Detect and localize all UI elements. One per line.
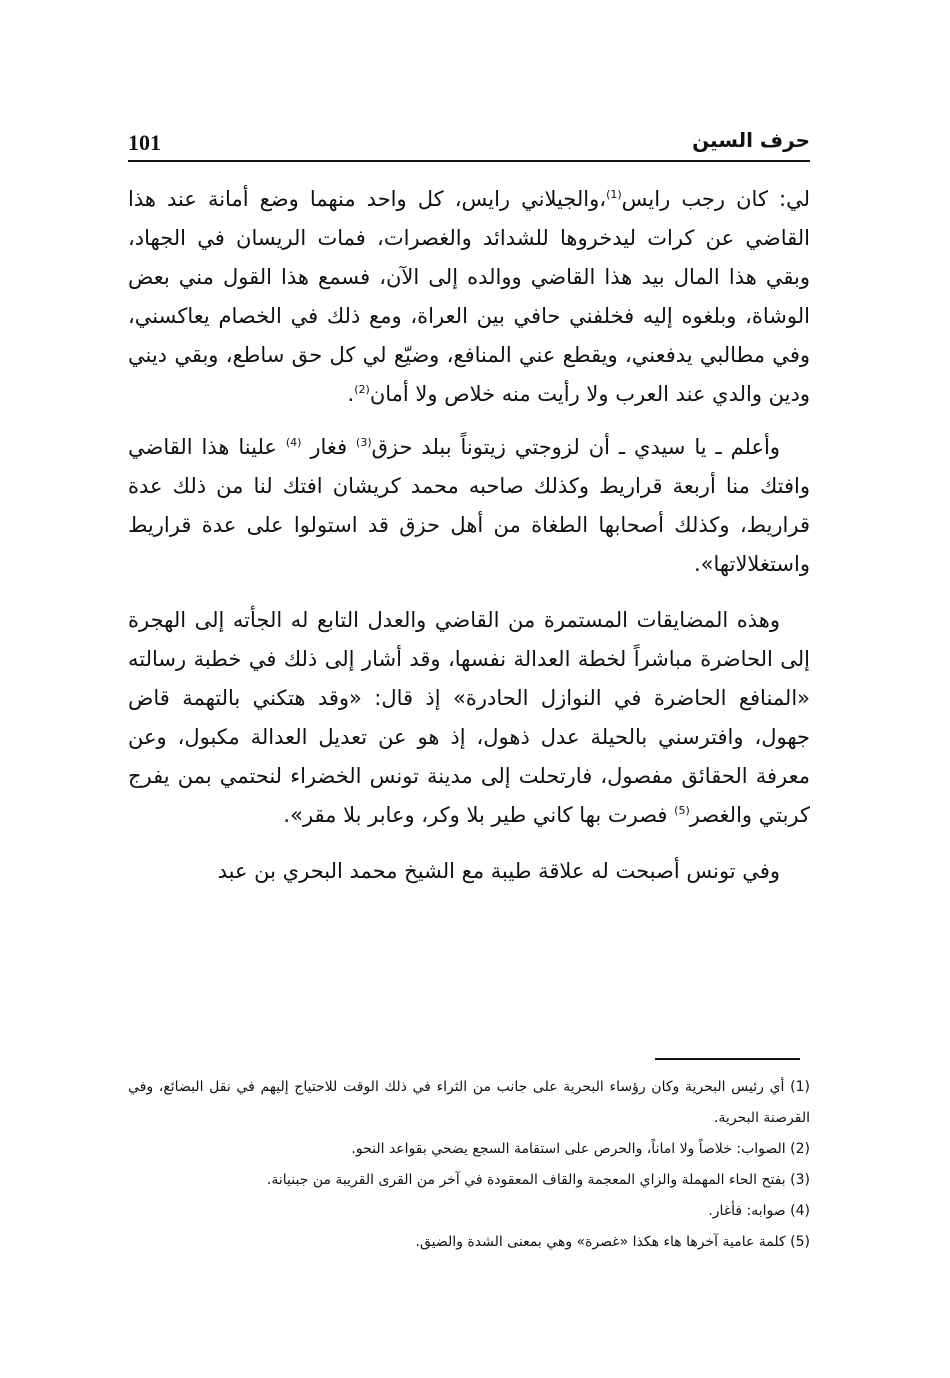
footnote-text: صوابه: فأغار. — [708, 1203, 786, 1219]
footnote-ref-2: (2) — [354, 383, 370, 396]
footnote-text: بفتح الحاء المهملة والزاي المعجمة والقاف المعقودة في آخر من القرى القريبة من جبنيانة. — [266, 1172, 786, 1188]
footnote-marker: (3) — [790, 1172, 810, 1188]
footnote-1 — [128, 1072, 810, 1134]
footnote-4 — [128, 1196, 810, 1227]
page-header — [128, 130, 810, 162]
footnotes — [128, 1072, 810, 1258]
paragraph-3 — [128, 601, 810, 835]
para3-text-a: وهذه المضايقات المستمرة من القاضي والعدل التابع له الجأته إلى الهجرة إلى الحاضرة مباشراً لخطة العدالة نفسها، وقد أشار إلى ذلك في خطبة رسالته «المنافع الحاضرة في النوازل الحادرة» إذ قال: «وقد هتكني بالتهمة قاض جهول، وافترسني بالحيلة عدل ذهول، إذ هو عن تعديل العدالة مكبول، وعن معرفة الحقائق مفصول، فارتحلت إلى مدينة تونس الخضراء لنحتمي بمن يفرج كربتي والغصر — [128, 608, 810, 827]
footnote-ref-5: (5) — [674, 804, 690, 817]
footnote-separator — [655, 1058, 800, 1060]
para1-text-a: لي: كان رجب رايس — [621, 187, 810, 211]
footnote-text: كلمة عامية آخرها هاء هكذا «غصرة» وهي بمعنى الشدة والضيق. — [415, 1234, 786, 1250]
paragraph-2 — [128, 428, 810, 584]
footnote-text: الصواب: خلاصاً ولا اماناً، والحرص على استقامة السجع يضحي بقواعد النحو. — [351, 1141, 786, 1157]
footnote-marker: (1) — [790, 1079, 810, 1095]
para2-text-b: فغار — [301, 435, 357, 459]
paragraph-4: وفي تونس أصبحت له علاقة طيبة مع الشيخ محمد البحري بن عبد — [217, 859, 780, 883]
page-number: 101 — [128, 130, 161, 155]
para3-text-b: فصرت بها كاني طير بلا وكر، وعابر بلا مقر». — [283, 803, 675, 827]
footnote-marker: (5) — [790, 1234, 810, 1250]
footnote-2 — [128, 1134, 810, 1165]
chapter-title: حرف السين — [692, 128, 810, 152]
para2-text-a: وأعلم ـ يا سيدي ـ أن لزوجتي زيتوناً ببلد حزق — [371, 435, 781, 459]
footnote-ref-3: (3) — [356, 436, 372, 449]
para2-text-c: علينا هذا القاضي وافتك منا أربعة قراريط وكذلك صاحبه محمد كريشان افتك لنا من ذلك عدة قراريط، وكذلك أصحابها الطغاة من أهل حزق قد استولوا على عدة قراريط واستغلالاتها». — [128, 435, 810, 576]
footnote-text: أي رئيس البحرية وكان رؤساء البحرية على جانب من الثراء في ذلك الوقت للاحتياج إليهم في نقل البضائع، وفي القرصنة البحرية. — [128, 1079, 810, 1126]
footnote-ref-1: (1) — [606, 188, 622, 201]
footnote-3 — [128, 1165, 810, 1196]
footnote-marker: (2) — [790, 1141, 810, 1157]
paragraph-1 — [128, 180, 810, 414]
para1-text-b: ،والجيلاني رايس، كل واحد منهما وضع أمانة عند هذا القاضي عن كرات ليدخروها للشدائد والغصرات، فمات الريسان في الجهاد، وبقي هذا المال بيد هذا القاضي ووالده إلى الآن، فسمع هذا القول مني بعض الوشاة، وبلغوه إليه فخلفني حافي بين العراة، ومع ذلك في الخصام يعاكسني، وفي مطالبي يدفعني، ويقطع عني المنافع، وضيّع لي كل حق ساطع، وبقي ديني ودين والدي عند العرب ولا رأيت منه خلاص ولا أمان — [128, 187, 810, 406]
footnote-marker: (4) — [790, 1203, 810, 1219]
main-text — [128, 180, 810, 908]
para1-text-c: . — [347, 382, 355, 406]
footnote-5 — [128, 1227, 810, 1258]
footnote-ref-4: (4) — [285, 436, 302, 449]
